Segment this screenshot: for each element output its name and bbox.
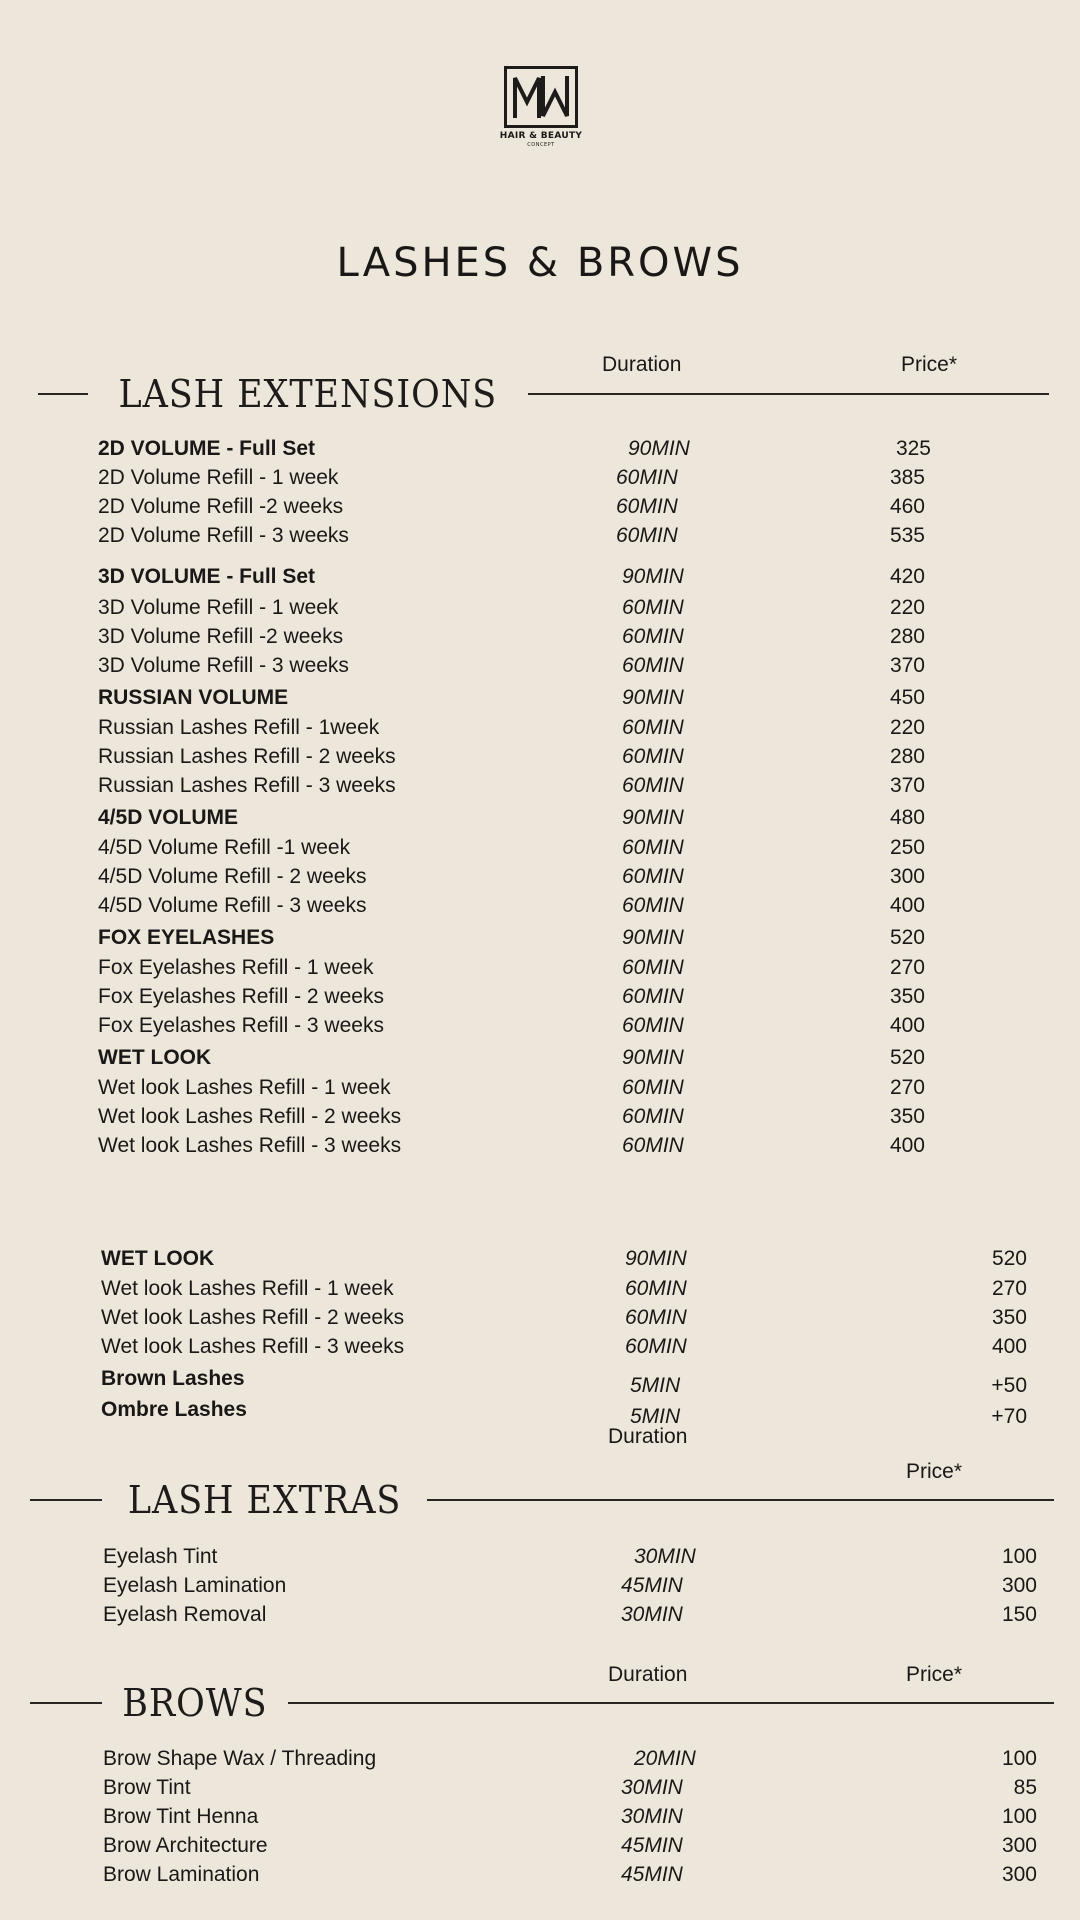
service-price: 400 [991,1335,1027,1358]
divider [427,1499,1054,1501]
service-price: 85 [1013,1776,1037,1799]
service-price: 460 [889,495,925,518]
service-duration: 60MIN [622,985,684,1008]
service-name: 2D Volume Refill -2 weeks [98,495,344,518]
service-name: Wet look Lashes Refill - 2 weeks [98,1105,402,1128]
service-row [103,1834,1080,1862]
service-row [98,1105,1080,1133]
service-price: 370 [889,774,925,797]
service-price: 350 [991,1306,1027,1329]
service-duration: 60MIN [622,865,684,888]
service-name: 4/5D VOLUME [98,806,239,829]
service-price: 420 [889,565,925,588]
service-duration: 60MIN [625,1277,687,1300]
lash-extras-section-header [30,1478,1054,1522]
service-price: 300 [1001,1834,1037,1857]
divider [38,393,88,395]
service-row [103,1805,1080,1833]
service-name: Brow Architecture [103,1834,268,1857]
service-name: Fox Eyelashes Refill - 3 weeks [98,1014,384,1037]
service-price: 520 [889,1046,925,1069]
lash-extensions-title: LASH EXTENSIONS [118,372,498,416]
logo-text: HAIR & BEAUTY [499,131,583,141]
service-price: 280 [889,625,925,648]
service-name: Fox Eyelashes Refill - 1 week [98,956,374,979]
service-name: Brow Lamination [103,1863,260,1886]
service-row [98,716,1080,744]
brows-title: BROWS [122,1681,268,1725]
service-name: Eyelash Removal [103,1603,267,1626]
service-duration: 60MIN [625,1306,687,1329]
service-duration: 30MIN [621,1603,683,1626]
service-duration: 60MIN [622,596,684,619]
service-price: 220 [889,716,925,739]
service-name: Brow Shape Wax / Threading [103,1747,377,1770]
service-row [98,1014,1080,1042]
service-duration: 90MIN [622,926,684,949]
service-name: 4/5D Volume Refill -1 week [98,836,351,859]
service-row [98,985,1080,1013]
logo-mark [504,66,578,128]
service-duration: 60MIN [622,1134,684,1157]
service-row [98,806,1080,834]
lash-extensions-duration-header: Duration [602,353,682,376]
service-price: 400 [889,1014,925,1037]
logo-subtext: CONCEPT [527,142,555,148]
service-row [103,1863,1080,1891]
service-row [98,495,1080,523]
service-price: 400 [889,894,925,917]
service-name: Russian Lashes Refill - 1week [98,716,380,739]
service-duration: 45MIN [621,1834,683,1857]
service-duration: 60MIN [622,836,684,859]
service-price: 280 [889,745,925,768]
service-price: 100 [1001,1747,1037,1770]
service-duration: 30MIN [621,1805,683,1828]
lash-extras-price-header: Price* [906,1460,963,1483]
lash-extras-title: LASH EXTRAS [127,1478,402,1522]
divider [30,1499,102,1501]
service-duration: 90MIN [628,437,690,460]
service-row [101,1277,1080,1305]
service-price: 270 [889,956,925,979]
service-duration: 60MIN [622,625,684,648]
service-duration: 60MIN [625,1335,687,1358]
service-price: 385 [889,466,925,489]
service-duration: 30MIN [634,1545,696,1568]
service-price: 480 [889,806,925,829]
service-name: 2D Volume Refill - 1 week [98,466,339,489]
service-price: 150 [1001,1603,1037,1626]
service-duration: 45MIN [621,1574,683,1597]
service-row [98,565,1080,593]
service-row [98,596,1080,624]
brows-section-header [30,1681,1054,1725]
service-price: 270 [889,1076,925,1099]
service-row [103,1603,1080,1631]
brows-price-header: Price* [906,1663,963,1686]
divider [528,393,1049,395]
service-row [103,1545,1080,1573]
service-row [98,466,1080,494]
service-duration: 60MIN [616,495,678,518]
service-row [98,1076,1080,1104]
service-row [98,956,1080,984]
service-price: +50 [991,1374,1027,1397]
lash-extensions-section-header [38,372,1049,416]
service-row [98,524,1080,552]
service-duration: 60MIN [616,524,678,547]
service-row [98,865,1080,893]
brows-duration-header: Duration [608,1663,688,1686]
service-name: Wet look Lashes Refill - 3 weeks [98,1134,402,1157]
service-price: +70 [991,1405,1027,1428]
service-duration: 5MIN [630,1405,681,1428]
service-row [103,1574,1080,1602]
service-duration: 60MIN [616,466,678,489]
service-duration: 20MIN [634,1747,696,1770]
service-row [98,836,1080,864]
service-price: 100 [1001,1545,1037,1568]
service-duration: 90MIN [625,1247,687,1270]
service-name: Wet look Lashes Refill - 3 weeks [101,1335,405,1358]
service-duration: 90MIN [622,1046,684,1069]
service-price: 350 [889,1105,925,1128]
service-price: 520 [889,926,925,949]
service-row [103,1747,1080,1775]
service-row [98,774,1080,802]
service-price: 300 [889,865,925,888]
service-row [98,894,1080,922]
service-name: 2D VOLUME - Full Set [98,437,316,460]
service-duration: 60MIN [622,894,684,917]
service-row [98,437,1080,465]
service-row [98,926,1080,954]
service-duration: 60MIN [622,745,684,768]
service-duration: 60MIN [622,716,684,739]
service-duration: 60MIN [622,774,684,797]
page-title: LASHES & BROWS [336,240,744,286]
divider [30,1702,102,1704]
service-name: Brow Tint [103,1776,191,1799]
service-name: Brown Lashes [101,1367,245,1390]
service-duration: 90MIN [622,806,684,829]
service-price: 220 [889,596,925,619]
service-price: 250 [889,836,925,859]
service-price: 350 [889,985,925,1008]
service-duration: 60MIN [622,1076,684,1099]
divider [288,1702,1054,1704]
service-price: 370 [889,654,925,677]
service-price: 535 [889,524,925,547]
service-price: 400 [889,1134,925,1157]
service-duration: 60MIN [622,1014,684,1037]
service-name: RUSSIAN VOLUME [98,686,289,709]
service-row [98,1134,1080,1162]
service-row [98,686,1080,714]
service-duration: 45MIN [621,1863,683,1886]
service-name: 3D VOLUME - Full Set [98,565,316,588]
service-row [103,1776,1080,1804]
service-name: Wet look Lashes Refill - 1 week [98,1076,391,1099]
service-row [98,745,1080,773]
service-name: Wet look Lashes Refill - 1 week [101,1277,394,1300]
mw-monogram-icon [511,72,571,122]
service-name: Fox Eyelashes Refill - 2 weeks [98,985,384,1008]
service-row [98,654,1080,682]
service-name: Wet look Lashes Refill - 2 weeks [101,1306,405,1329]
service-price: 300 [1001,1574,1037,1597]
service-duration: 30MIN [621,1776,683,1799]
service-duration: 60MIN [622,654,684,677]
service-name: 3D Volume Refill - 3 weeks [98,654,349,677]
service-row [98,1046,1080,1074]
service-name: 3D Volume Refill -2 weeks [98,625,344,648]
service-duration: 60MIN [622,956,684,979]
service-price: 520 [991,1247,1027,1270]
service-name: Ombre Lashes [101,1398,247,1421]
service-row [101,1335,1080,1363]
service-name: 2D Volume Refill - 3 weeks [98,524,349,547]
service-price: 325 [895,437,931,460]
service-name: 3D Volume Refill - 1 week [98,596,339,619]
service-name: WET LOOK [101,1247,215,1270]
service-price: 450 [889,686,925,709]
service-name: FOX EYELASHES [98,926,275,949]
service-name: WET LOOK [98,1046,212,1069]
service-row [101,1247,1080,1275]
brand-logo [499,66,583,156]
service-price: 270 [991,1277,1027,1300]
service-row [101,1367,1080,1395]
service-name: Eyelash Tint [103,1545,218,1568]
service-price: 100 [1001,1805,1037,1828]
service-name: 4/5D Volume Refill - 2 weeks [98,865,367,888]
service-price: 300 [1001,1863,1037,1886]
service-name: Brow Tint Henna [103,1805,259,1828]
lash-extensions-price-header: Price* [901,353,958,376]
service-name: 4/5D Volume Refill - 3 weeks [98,894,367,917]
service-name: Russian Lashes Refill - 2 weeks [98,745,396,768]
service-row [101,1398,1080,1426]
service-duration: 90MIN [622,686,684,709]
service-duration: 90MIN [622,565,684,588]
service-duration: 60MIN [622,1105,684,1128]
service-name: Russian Lashes Refill - 3 weeks [98,774,396,797]
service-duration: 5MIN [630,1374,681,1397]
service-name: Eyelash Lamination [103,1574,287,1597]
service-row [101,1306,1080,1334]
service-row [98,625,1080,653]
lash-extras-duration-header: Duration [608,1425,688,1448]
